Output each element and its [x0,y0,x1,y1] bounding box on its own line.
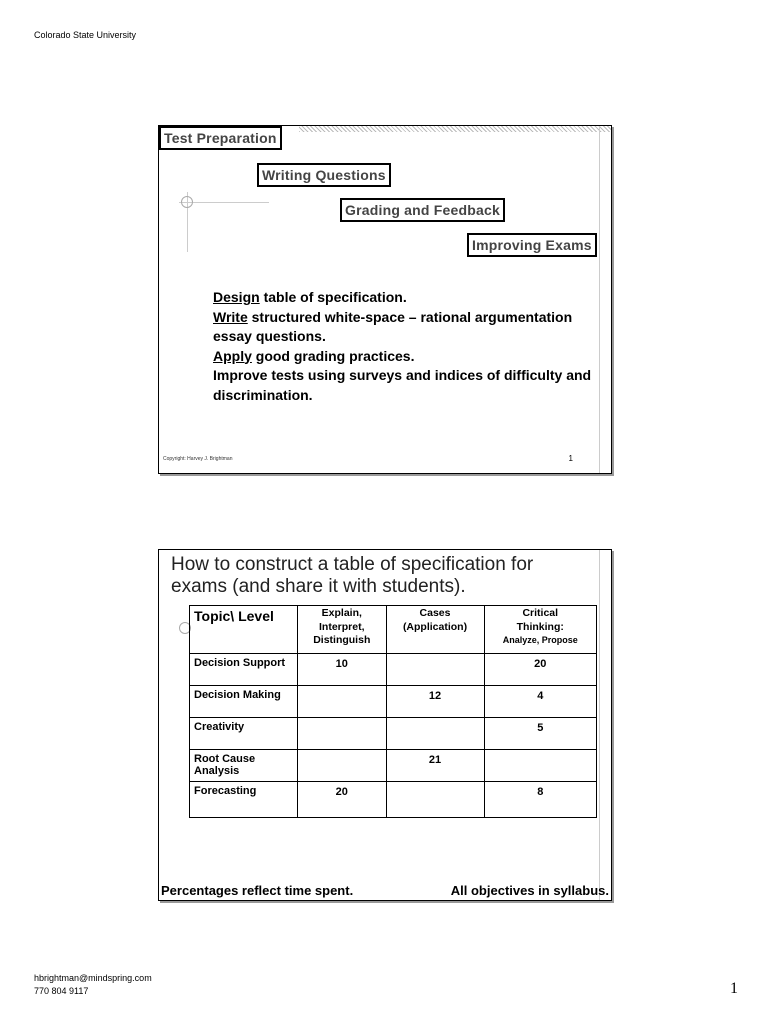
decorative-line [599,126,600,473]
table-row: Creativity 5 [190,718,597,750]
specification-table [189,605,597,818]
document-header: Colorado State University [34,30,137,40]
slide-number: 1 [568,454,573,463]
slide-table-of-specification [158,549,612,901]
tag-improving-exams: Improving Exams [467,233,597,257]
table-row: Root Cause Analysis 21 [190,750,597,782]
crosshair-icon [181,196,193,208]
slide-test-preparation [158,125,612,474]
objective-item: Apply good grading practices. [213,347,415,364]
contact-email: hbrightman@mindspring.com [34,973,152,983]
page-number: 1 [730,980,738,997]
tag-writing-questions: Writing Questions [257,163,391,187]
slide-title: How to construct a table of specification for exams (and share it with students). [171,554,534,597]
tag-test-preparation: Test Preparation [159,126,282,150]
header-cases: Cases (Application) [386,606,484,654]
header-explain: Explain, Interpret, Distinguish [298,606,387,654]
contact-phone: 770 804 9117 [34,986,89,996]
decorative-hatch [299,126,611,132]
footer-note-right: All objectives in syllabus. [450,883,609,898]
decorative-line [599,550,600,900]
header-topic-level: Topic\ Level [190,606,298,654]
slide-footer [161,883,609,898]
table-header-row [190,606,597,654]
header-critical-thinking: Critical Thinking: Analyze, Propose [484,606,597,654]
tag-grading-feedback: Grading and Feedback [340,198,505,222]
copyright-note: Copyright: Harvey J. Brightman [163,456,233,462]
footer-note-left: Percentages reflect time spent. [161,883,354,898]
objectives-list [213,288,593,405]
table-row: Decision Support 10 20 [190,654,597,686]
objective-item: Design table of specification. [213,289,407,305]
table-row: Decision Making 12 4 [190,686,597,718]
objective-item: Improve tests using surveys and indices of difficulty and discrimination. [213,367,592,403]
contact-info [34,972,152,998]
objective-item: Write structured white-space – rational argumentation essay questions. [213,308,573,344]
table-row: Forecasting 20 8 [190,782,597,818]
